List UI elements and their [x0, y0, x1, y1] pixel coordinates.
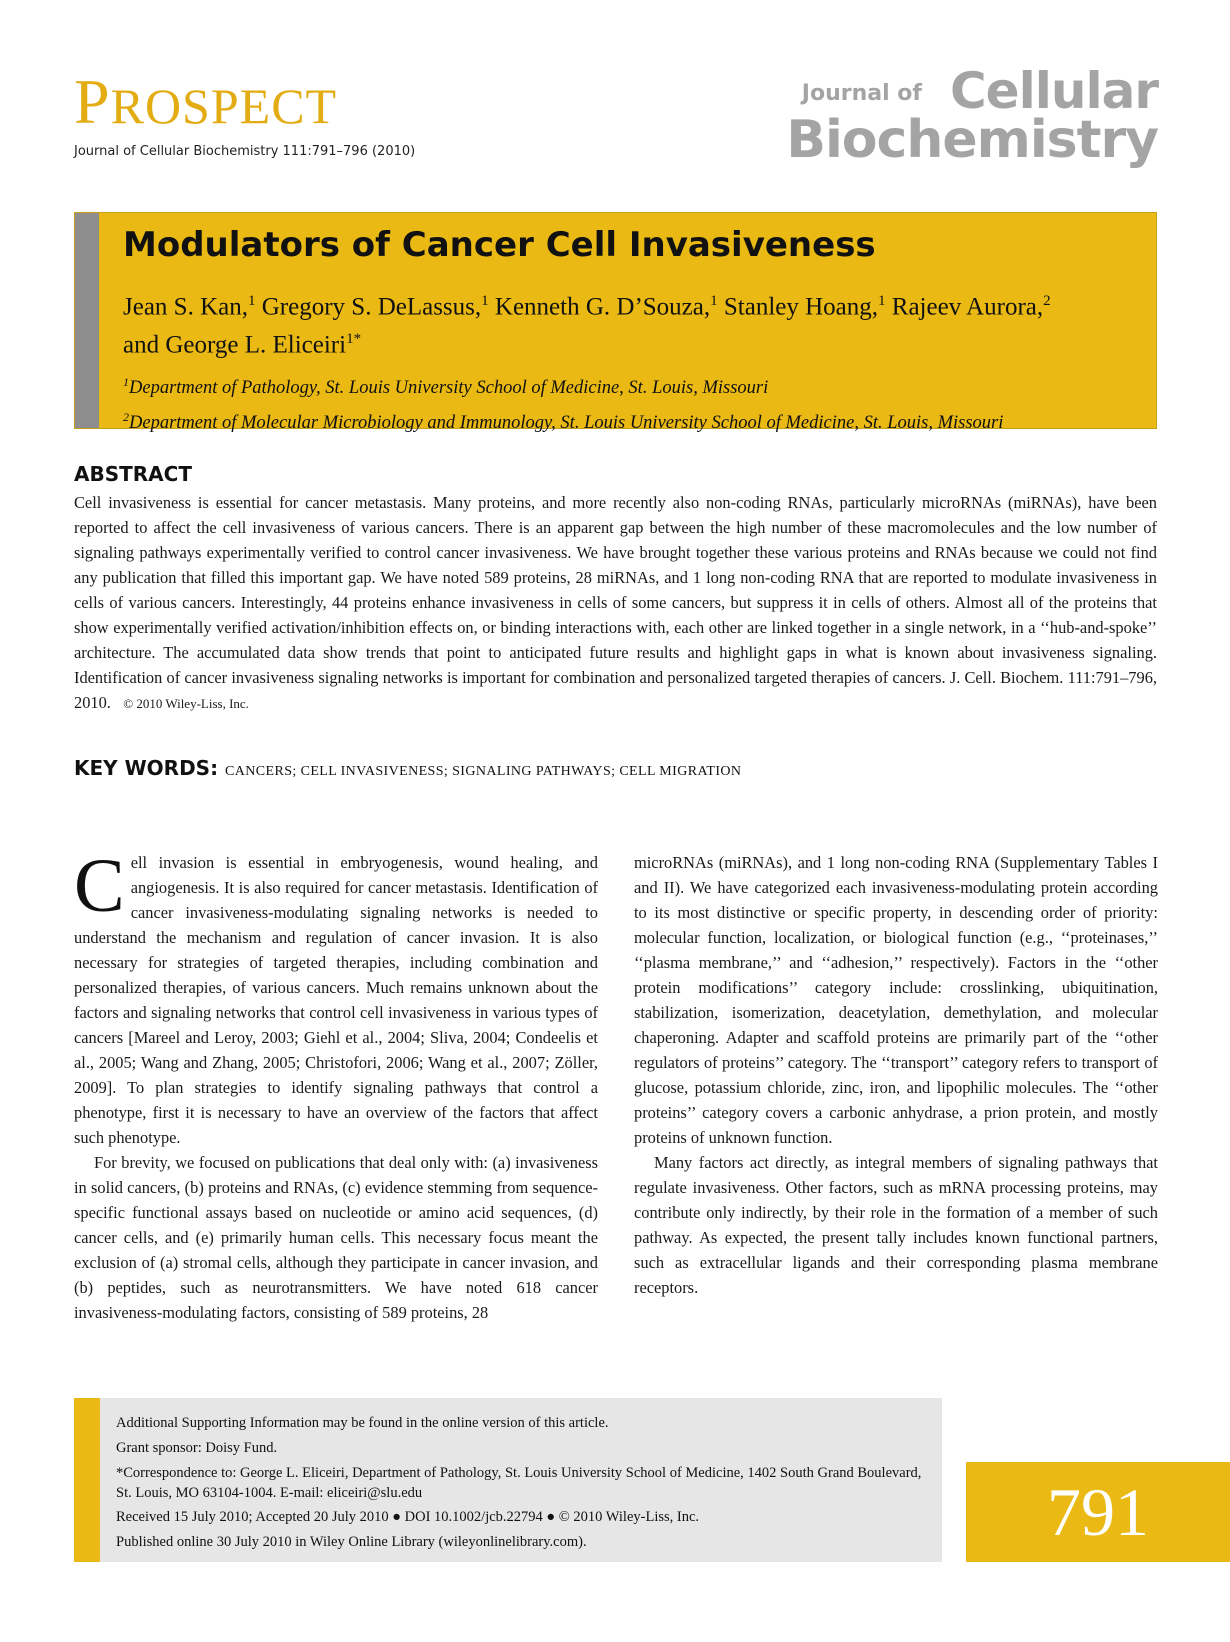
body-paragraph: Many factors act directly, as integral members of signaling pathways that regulate invasiveness. Other factors, such as mRNA processing proteins, may contribute only indirectly, by their role in the formation of a member of such pathway. As expected, the present tally includes known functional partners, such as extracellular ligands and their corresponding plasma membrane receptors.	[634, 1153, 1158, 1297]
page-number-box	[966, 1462, 1230, 1562]
author: Gregory S. DeLassus,	[261, 293, 482, 321]
keywords-label: KEY WORDS:	[74, 756, 219, 780]
grant-sponsor: Grant sponsor: Doisy Fund.	[116, 1440, 278, 1456]
author: and George L. Eliceiri	[123, 331, 347, 359]
received-dates: Received 15 July 2010; Accepted 20 July 2010 ● DOI 10.1002/jcb.22794 ● © 2010 Wiley-Liss, Inc.	[116, 1509, 700, 1525]
abstract-copyright: © 2010 Wiley-Liss, Inc.	[123, 696, 249, 711]
author: Kenneth G. D’Souza,	[494, 293, 711, 321]
drop-cap: C	[74, 844, 125, 928]
body-column-right	[634, 850, 1158, 1300]
affiliation: $^1$Department of Pathology, St. Louis University School of Medicine, St. Louis, Missouri	[123, 374, 769, 398]
body-paragraph: microRNAs (miRNAs), and 1 long non-coding RNA (Supplementary Tables I and II). We have categorized each invasiveness-modulating protein according to its most distinctive or specific property, in descending order of priority: molecular function, localization, or biological function (e.g., ‘‘proteinases,’’ ‘‘plasma membrane,’’ and ‘‘adhesion,’’ respectively). Factors in the ‘‘other protein modifications’’ category include: crosslinking, ubiquitination, stabilization, isomerization, deacetylation, demethylation, and molecular chaperoning. Adapter and scaffold proteins are primarily part of the ‘‘other regulators of proteins’’ category. The ‘‘transport’’ category refers to transport of glucose, potassium chloride, zinc, iron, and lipophilic molecules. The ‘‘other proteins’’ category covers a carbonic anhydrase, a prion protein, and mostly proteins of unknown function.	[634, 853, 1158, 1147]
journal-logo	[786, 62, 1158, 170]
author: Jean S. Kan,	[123, 293, 248, 321]
title-box	[74, 212, 1157, 433]
author-list: Jean S. Kan,$^1$ Gregory S. DeLassus,$^1$ Kenneth G. D’Souza,$^1$ Stanley Hoang,$^1$ Rajeev Aurora,$^2$ and George L. Eliceiri$^{1*}$	[123, 293, 1051, 359]
affiliations	[123, 368, 1136, 438]
keywords	[74, 756, 741, 780]
footnote-box	[74, 1398, 942, 1562]
affiliation: $^2$Department of Molecular Microbiology and Immunology, St. Louis University School of Medicine, St. Louis, Missouri	[123, 409, 1004, 433]
section-label-prospect: PROSPECT	[74, 66, 338, 137]
abstract-text: Cell invasiveness is essential for cancer metastasis. Many proteins, and more recently also non-coding RNAs, particularly microRNAs (miRNAs), have been reported to affect the cell invasiveness of various cancers. There is an apparent gap between the high number of these macromolecules and the low number of signaling pathways experimentally verified to control cancer invasiveness. We have brought together these various proteins and RNAs because we could not find any publication that filled this important gap. We have noted 589 proteins, 28 miRNAs, and 1 long non-coding RNA that are reported to modulate invasiveness in cells of various cancers. Interestingly, 44 proteins enhance invasiveness in cells of some cancers, but suppress it in cells of others. Almost all of the proteins that show experimentally verified activation/inhibition effects on, or binding interactions with, each other are linked together in a single network, in a ‘‘hub-and-spoke’’ architecture. The accumulated data show trends that point to anticipated future results and highlight gaps in what is known about invasiveness signaling. Identification of cancer invasiveness signaling networks is important for combination and personalized targeted therapies of cancers. J. Cell. Biochem. 111:791–796, 2010. © 2010 Wiley-Liss, Inc.	[74, 493, 1157, 712]
page-number: 791	[1047, 1474, 1149, 1550]
correspondence-note: *Correspondence to: George L. Eliceiri, Department of Pathology, St. Louis University School of Medicine, 1402 South Grand Boulevard, St. Louis, MO 63104-1004. E-mail: eliceiri@slu.edu	[116, 1465, 922, 1501]
journal-logo-word2: Biochemistry	[786, 110, 1158, 170]
published-online: Published online 30 July 2010 in Wiley Online Library (wileyonlinelibrary.com).	[116, 1534, 587, 1550]
author: Rajeev Aurora,	[891, 293, 1044, 321]
journal-citation: Journal of Cellular Biochemistry 111:791–796 (2010)	[74, 144, 416, 159]
body-paragraph: For brevity, we focused on publications that deal only with: (a) invasiveness in solid cancers, (b) proteins and RNAs, (c) evidence stemming from sequence-specific functional assays based on nucleotide or amino acid sequences, (d) cancer cells, and (e) primarily human cells. This necessary focus meant the exclusion of (a) stromal cells, although they participate in cancer invasion, and (b) peptides, such as neurotransmitters. We have noted 618 cancer invasiveness-modulating factors, consisting of 589 proteins, 28	[74, 1153, 598, 1322]
supporting-info-note: Additional Supporting Information may be found in the online version of this article.	[116, 1415, 609, 1431]
footnote-bar	[74, 1398, 100, 1562]
journal-logo-word1: Cellular	[949, 62, 1158, 120]
keywords-list: CANCERS; CELL INVASIVENESS; SIGNALING PATHWAYS; CELL MIGRATION	[225, 764, 742, 779]
body-column-left	[74, 844, 598, 1325]
title-box-bar	[75, 213, 99, 428]
article-title: Modulators of Cancer Cell Invasiveness	[123, 225, 876, 265]
body-paragraph: Cell invasion is essential in embryogenesis, wound healing, and angiogenesis. It is also required for cancer metastasis. Identification of cancer invasiveness-modulating signaling networks is needed to understand the mechanism and regulation of cancer invasion. It is also necessary for strategies of targeted therapies, including combination and personalized therapies, of various cancers. Much remains unknown about the factors and signaling networks that control cell invasiveness in various types of cancers [Mareel and Leroy, 2003; Giehl et al., 2004; Sliva, 2004; Condeelis et al., 2005; Wang and Zhang, 2005; Christofori, 2006; Wang et al., 2007; Zöller, 2009]. To plan strategies to identify signaling pathways that control a phenotype, first it is necessary to have an overview of the factors that affect such phenotype.	[74, 844, 598, 1147]
abstract-heading: ABSTRACT	[74, 462, 192, 486]
journal-logo-of: Journal of	[801, 81, 922, 106]
author: Stanley Hoang,	[723, 293, 879, 321]
